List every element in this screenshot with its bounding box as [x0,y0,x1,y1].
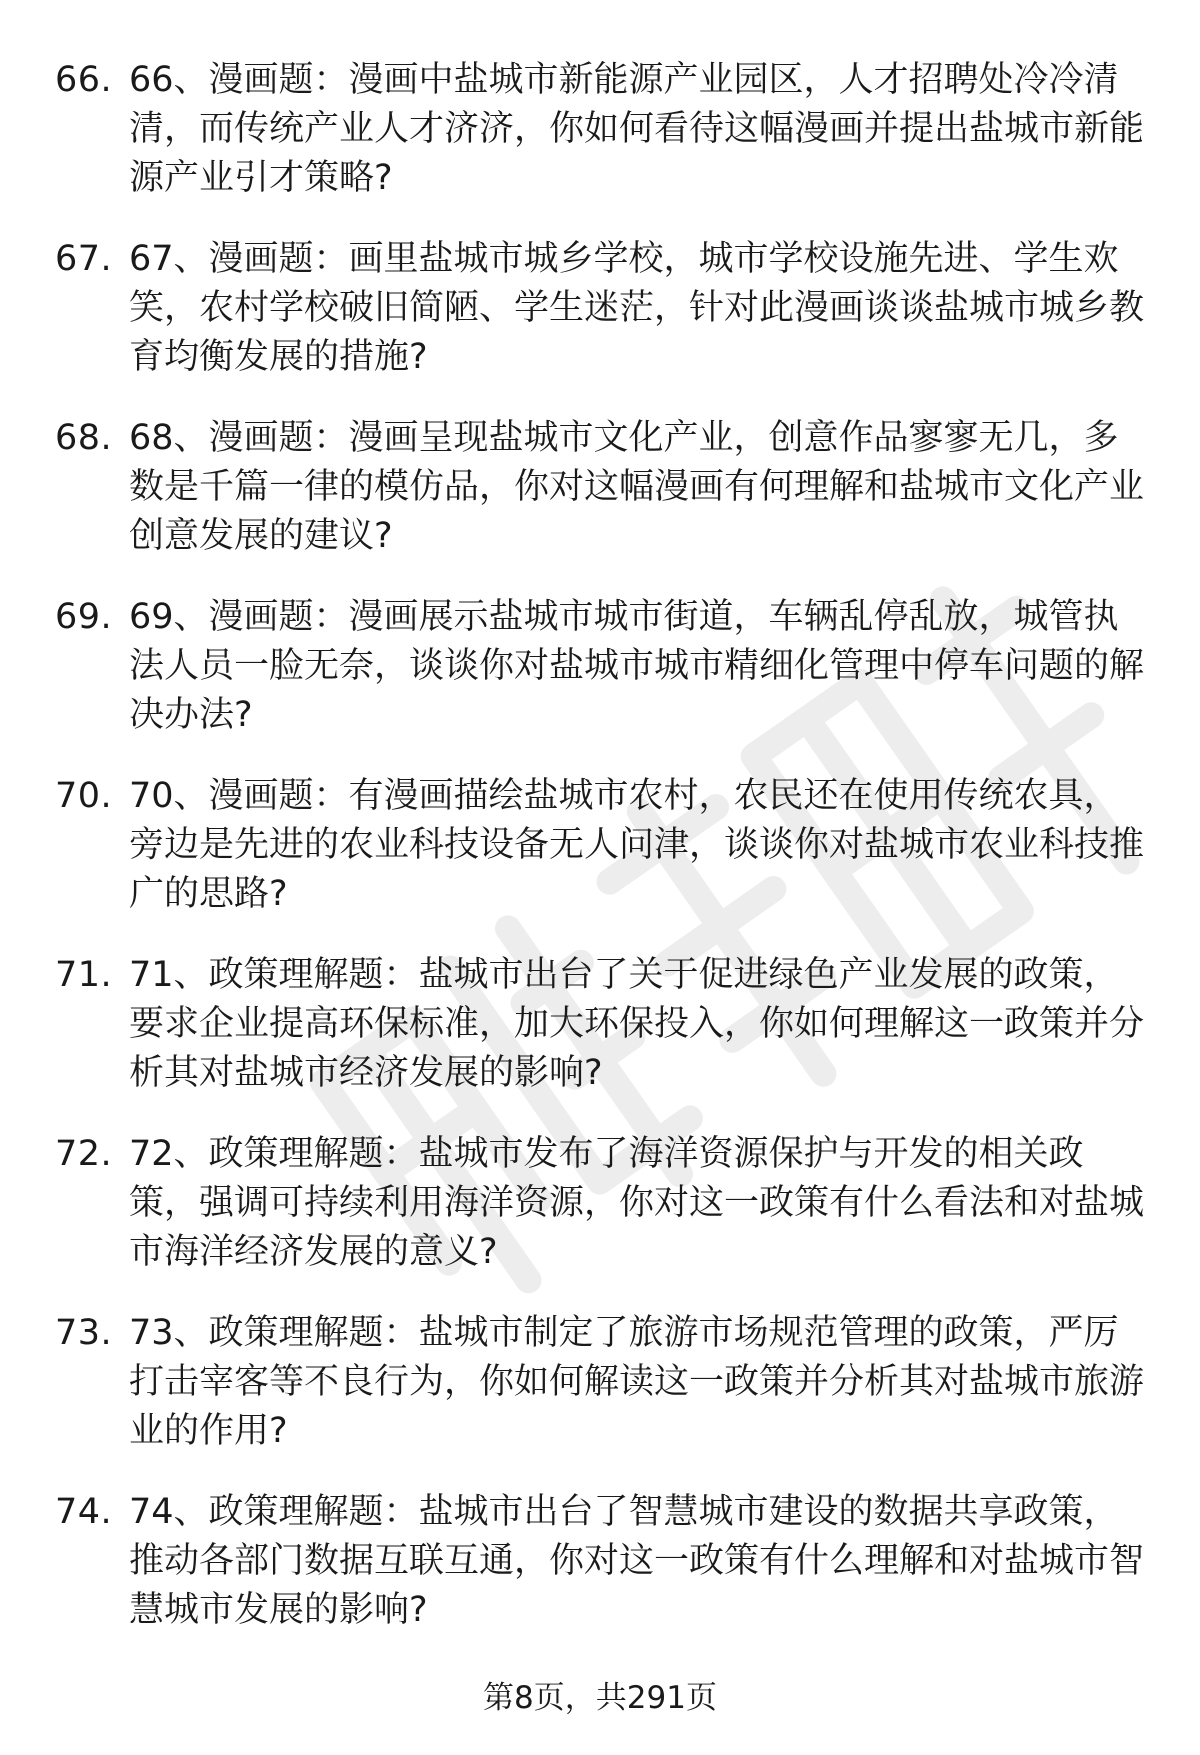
question-text: 72、政策理解题：盐城市发布了海洋资源保护与开发的相关政策，强调可持续利用海洋资源，你对这一政策有什么看法和对盐城市海洋经济发展的意义? [129,1134,1145,1272]
question-number: 69. [55,597,113,637]
watermark-logo [180,430,1180,1430]
question-number: 67. [55,239,113,279]
question-number: 70. [55,776,113,816]
question-number: 72. [55,1134,113,1174]
question-number: 68. [55,418,113,458]
question-text: 70、漫画题：有漫画描绘盐城市农村，农民还在使用传统农具，旁边是先进的农业科技设备无人问津，谈谈你对盐城市农业科技推广的思路? [129,776,1145,914]
question-text: 67、漫画题：画里盐城市城乡学校，城市学校设施先进、学生欢笑，农村学校破旧简陋、学生迷茫，针对此漫画谈谈盐城市城乡教育均衡发展的措施? [129,239,1145,377]
page-number-label: 第8页，共291页 [483,1680,717,1716]
page-footer [0,1678,1200,1718]
question-text: 69、漫画题：漫画展示盐城市城市街道，车辆乱停乱放，城管执法人员一脸无奈，谈谈你对盐城市城市精细化管理中停车问题的解决办法? [129,597,1145,735]
question-number: 74. [55,1492,113,1532]
question-text: 73、政策理解题：盐城市制定了旅游市场规范管理的政策，严厉打击宰客等不良行为，你如何解读这一政策并分析其对盐城市旅游业的作用? [129,1313,1145,1451]
question-text: 71、政策理解题：盐城市出台了关于促进绿色产业发展的政策，要求企业提高环保标准，加大环保投入，你如何理解这一政策并分析其对盐城市经济发展的影响? [129,955,1145,1093]
question-number: 73. [55,1313,113,1353]
question-number: 66. [55,60,113,100]
question-number: 71. [55,955,113,995]
question-text: 74、政策理解题：盐城市出台了智慧城市建设的数据共享政策，推动各部门数据互联互通，你对这一政策有什么理解和对盐城市智慧城市发展的影响? [129,1492,1145,1630]
question-text: 66、漫画题：漫画中盐城市新能源产业园区，人才招聘处冷冷清清，而传统产业人才济济，你如何看待这幅漫画并提出盐城市新能源产业引才策略? [129,60,1145,198]
question-text: 68、漫画题：漫画呈现盐城市文化产业，创意作品寥寥无几，多数是千篇一律的模仿品，你对这幅漫画有何理解和盐城市文化产业创意发展的建议? [129,418,1145,556]
